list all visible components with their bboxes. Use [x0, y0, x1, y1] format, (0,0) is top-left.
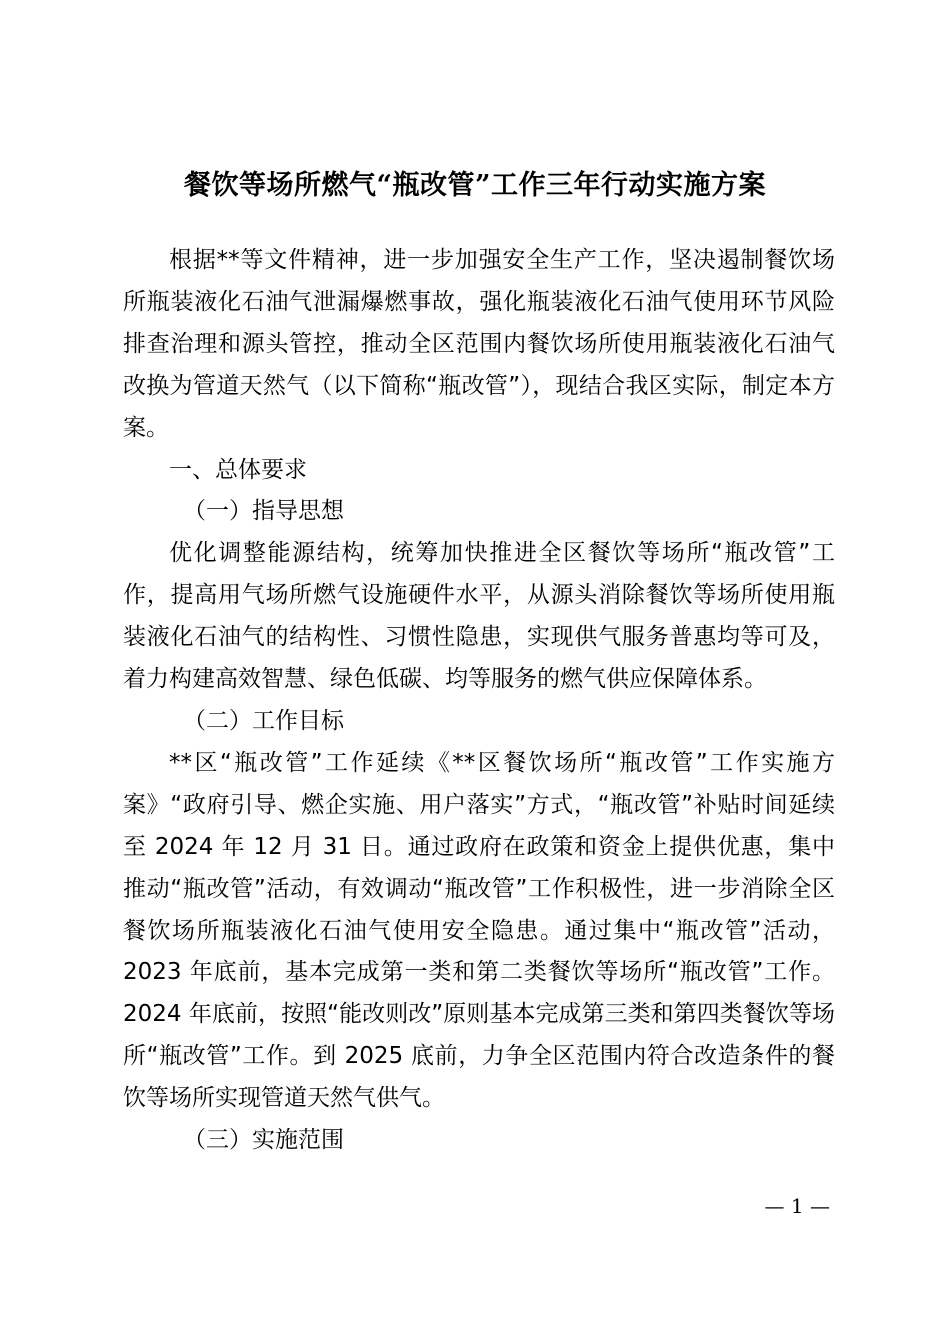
page-number: — 1 — [764, 1194, 830, 1218]
intro-paragraph: 根据**等文件精神，进一步加强安全生产工作，坚决遏制餐饮场所瓶装液化石油气泄漏爆燃事故，强化瓶装液化石油气使用环节风险排查治理和源头管控，推动全区范围内餐饮场所使用瓶装液化石油气改换为管道天然气（以下简称“瓶改管”），现结合我区实际，制定本方案。 [123, 247, 835, 441]
subheading-guiding-ideology: （一）指导思想 [183, 498, 344, 525]
guiding-ideology-paragraph: 优化调整能源结构，统筹加快推进全区餐饮等场所“瓶改管”工作，提高用气场所燃气设施硬件水平，从源头消除餐饮等场所使用瓶装液化石油气的结构性、习惯性隐患，实现供气服务普惠均等可及，着力构建高效智慧、绿色低碳、均等服务的燃气供应保障体系。 [123, 540, 835, 693]
section-heading-general-requirements: 一、总体要求 [169, 456, 307, 483]
subheading-implementation-scope: （三）实施范围 [183, 1127, 344, 1154]
document-body [123, 240, 835, 1162]
subheading-work-goals: （二）工作目标 [183, 707, 344, 734]
work-goals-paragraph: **区“瓶改管”工作延续《**区餐饮场所“瓶改管”工作实施方案》“政府引导、燃企实施、用户落实”方式，“瓶改管”补贴时间延续至 2024 年 12 月 31 日。通过政府在政策和资金上提供优惠，集中推动“瓶改管”活动，有效调动“瓶改管”工作积极性，进一步消除全区餐饮场所瓶装液化石油气使用安全隐患。通过集中“瓶改管”活动，2023 年底前，基本完成第一类和第二类餐饮等场所“瓶改管”工作。2024 年底前，按照“能改则改”原则基本完成第三类和第四类餐饮等场所“瓶改管”工作。到 2025 底前，力争全区范围内符合改造条件的餐饮等场所实现管道天然气供气。 [123, 749, 835, 1112]
document-title: 餐饮等场所燃气“瓶改管”工作三年行动实施方案 [183, 170, 767, 201]
